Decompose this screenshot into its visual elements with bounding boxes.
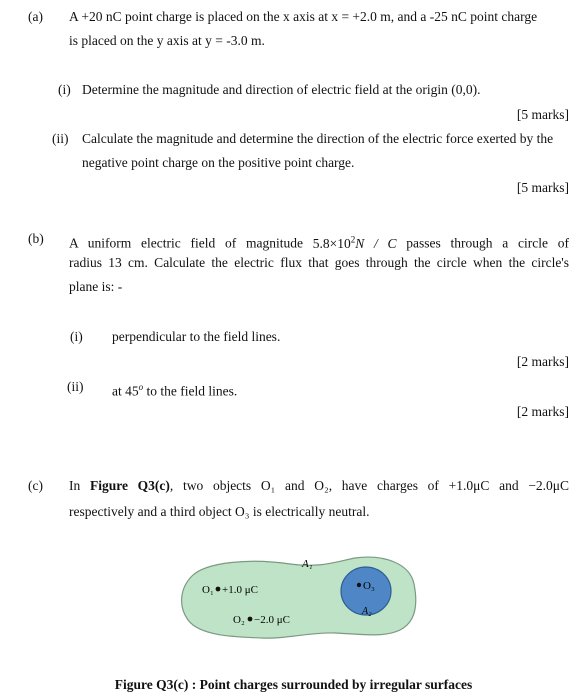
part-b-ii-label: (ii) [67, 379, 84, 394]
part-b-line1 [69, 229, 569, 254]
angle-suffix: to the field lines. [143, 383, 238, 399]
part-b-i-text: perpendicular to the field lines. [112, 329, 281, 344]
part-b-line1-post: passes through a circle of [406, 235, 570, 251]
part-c-label: (c) [28, 478, 43, 493]
field-exponent: 2 [350, 234, 356, 244]
part-c-line2: respectively and a third object O₃ is electrically neutral. [69, 504, 370, 519]
field-coefficient: 5.8×10 [312, 235, 351, 251]
part-a-i-text: Determine the magnitude and direction of electric field at the origin (0,0). [82, 82, 481, 97]
part-b-line1-pre: A uniform electric field of magnitude [69, 235, 303, 251]
angle-value: at 45 [112, 383, 139, 399]
part-c-line1 [69, 476, 569, 496]
part-a-i-label: (i) [58, 82, 71, 97]
field-magnitude [313, 236, 397, 251]
part-c-line1-mid: , two objects O₁ and O₂, have charges of [169, 478, 439, 493]
part-a-i-marks: [5 marks] [516, 107, 569, 122]
charge-o1-dot [216, 587, 221, 592]
figure-q3c [170, 548, 430, 648]
label-o3: O₃ [363, 580, 375, 592]
part-b-i-label: (i) [70, 329, 83, 344]
part-a-ii-label: (ii) [52, 131, 69, 146]
part-b-ii-marks: [2 marks] [516, 404, 569, 419]
label-a1: A₁ [302, 558, 313, 570]
part-a-ii-marks: [5 marks] [516, 180, 569, 195]
part-b-line2: radius 13 cm. Calculate the electric flux that goes through the circle when the circle's [69, 255, 569, 270]
part-c-and: and [499, 478, 519, 493]
part-a-label: (a) [28, 9, 43, 24]
part-b-line3: plane is: - [69, 279, 123, 294]
part-a-ii-line1: Calculate the magnitude and determine the direction of the electric force exerted by the [82, 131, 554, 146]
figure-caption: Figure Q3(c) : Point charges surrounded by irregular surfaces [114, 677, 473, 692]
object-o3-dot [357, 583, 361, 587]
part-b-ii-text [112, 377, 237, 402]
field-unit: N / C [355, 235, 397, 251]
part-a-line2: is placed on the y axis at y = -3.0 m. [69, 33, 265, 48]
charge-o2-text: −2.0μC [528, 478, 570, 493]
part-c-in: In [69, 478, 81, 493]
charge-o2-label: −2.0 μC [254, 614, 290, 626]
part-b-i-marks: [2 marks] [516, 354, 569, 369]
charge-o1-label: +1.0 μC [222, 584, 258, 596]
part-b-label: (b) [28, 231, 44, 246]
figure-reference: Figure Q3(c) [89, 478, 170, 493]
label-a2: A₂ [362, 606, 372, 617]
part-a-ii-line2: negative point charge on the positive point charge. [82, 155, 355, 170]
label-o2: O₂ [233, 614, 245, 626]
part-a-line1: A +20 nC point charge is placed on the x axis at x = +2.0 m, and a -25 nC point charge [69, 9, 538, 24]
charge-o2-dot [248, 617, 253, 622]
degree-sign: o [138, 382, 144, 392]
charge-o1-text: +1.0μC [448, 478, 490, 493]
label-o1: O₁ [202, 584, 214, 596]
